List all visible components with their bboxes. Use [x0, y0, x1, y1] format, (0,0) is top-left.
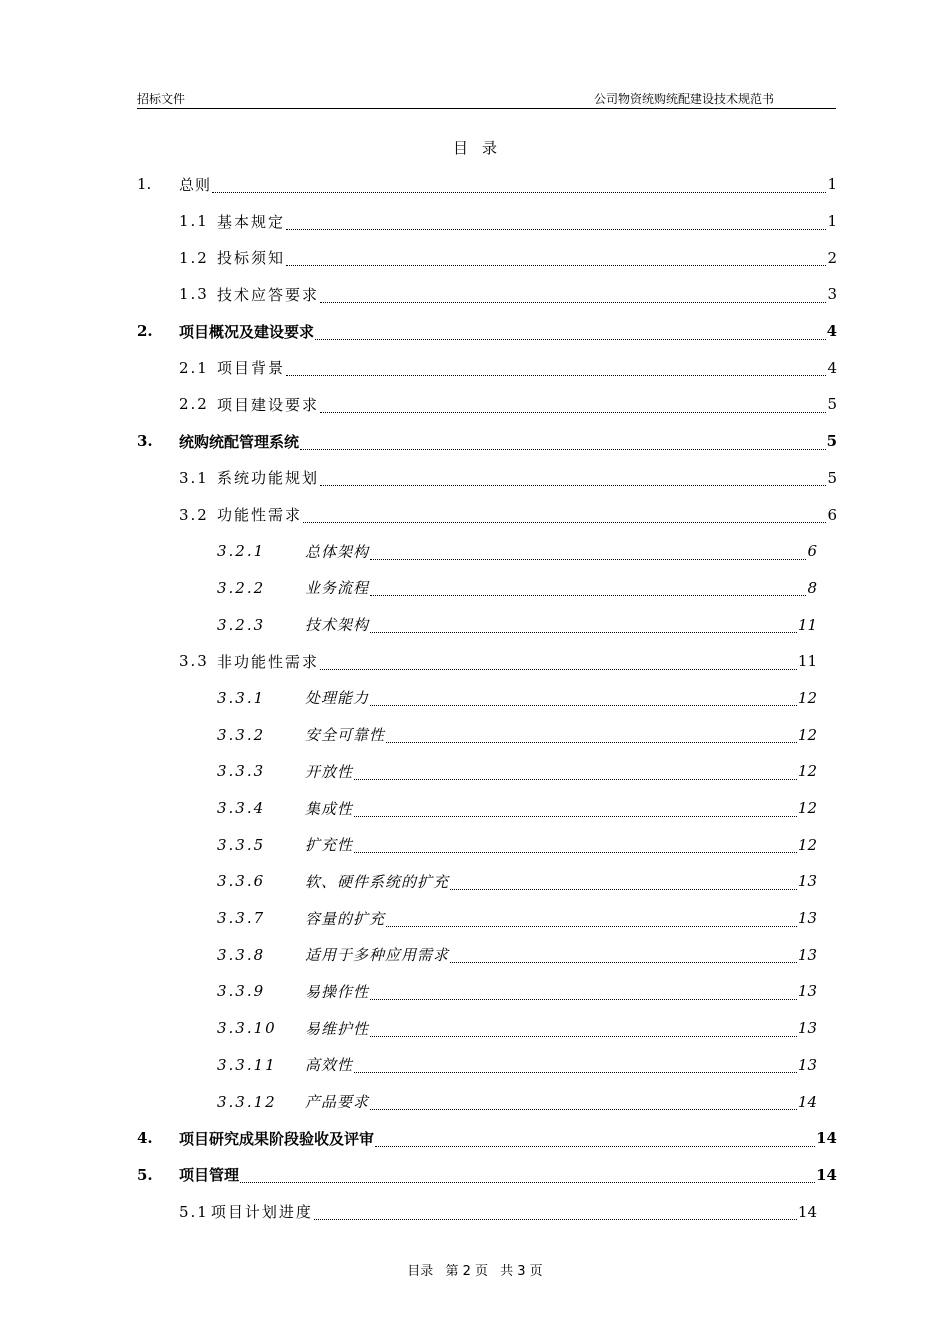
toc-entry[interactable]: [137, 1120, 837, 1157]
header-left-title: 招标文件: [137, 92, 186, 106]
toc-leader-dots: [450, 950, 797, 963]
toc-entry-label: 系统功能规划: [217, 469, 320, 488]
toc-entry-label: 统购统配管理系统: [179, 432, 300, 451]
toc-entry[interactable]: [137, 203, 837, 240]
toc-entry-label: 业务流程: [305, 579, 370, 598]
toc-entry-label: 投标须知: [217, 249, 286, 268]
toc-entry-label: 项目概况及建设要求: [179, 322, 315, 341]
toc-entry-number: 1.1: [179, 212, 209, 231]
toc-entry-page: 13: [797, 1055, 817, 1074]
toc-entry[interactable]: [137, 276, 837, 313]
toc-entry[interactable]: [137, 239, 837, 276]
toc-entry-label: 易维护性: [305, 1019, 370, 1038]
toc-entry-page: 14: [797, 1092, 817, 1111]
toc-entry-number: 5.: [137, 1165, 153, 1184]
toc-entry-label: 项目建设要求: [217, 395, 320, 414]
toc-entry-number: 3.1: [179, 468, 209, 487]
toc-entry[interactable]: [137, 863, 837, 900]
toc-entry[interactable]: [137, 826, 837, 863]
toc-entry-page: 2: [827, 248, 837, 267]
toc-entry[interactable]: [137, 570, 837, 607]
toc-entry-number: 3.3.10: [217, 1019, 277, 1038]
toc-leader-dots: [370, 693, 797, 706]
toc-entry[interactable]: [137, 680, 837, 717]
footer-total-pages: 共 3 页: [500, 1264, 543, 1279]
toc-entry-page: 12: [797, 799, 817, 818]
toc-entry-number: 3.3.1: [217, 688, 266, 707]
toc-leader-dots: [370, 583, 806, 596]
toc-leader-dots: [370, 1097, 797, 1110]
toc-entry-number: 3.3.11: [217, 1055, 277, 1074]
toc-entry-page: 13: [797, 909, 817, 928]
toc-entry-number: 3.2: [179, 505, 209, 524]
toc-entry-label: 基本规定: [217, 212, 286, 231]
toc-entry-page: 13: [797, 982, 817, 1001]
toc-leader-dots: [286, 217, 826, 230]
toc-entry-label: 软、硬件系统的扩充: [305, 872, 450, 891]
toc-entry[interactable]: [137, 973, 837, 1010]
toc-entry-page: 12: [797, 725, 817, 744]
toc-entry-page: 13: [797, 945, 817, 964]
toc-leader-dots: [386, 730, 797, 743]
toc-entry[interactable]: [137, 313, 837, 350]
toc-entry-page: 12: [797, 688, 817, 707]
toc-entry-page: 4: [827, 358, 837, 377]
toc-entry[interactable]: [137, 1010, 837, 1047]
toc-entry-page: 3: [827, 285, 837, 304]
toc-entry-page: 1: [827, 175, 837, 194]
toc-entry[interactable]: [137, 716, 837, 753]
toc-entry-label: 容量的扩充: [305, 909, 386, 928]
toc-entry-number: 1.: [137, 175, 152, 194]
toc-entry-number: 5.1: [179, 1202, 209, 1221]
toc-entry-number: 4.: [137, 1129, 153, 1148]
toc-entry-page: 14: [816, 1165, 837, 1184]
toc-entry-number: 1.3: [179, 285, 209, 304]
page-header: [137, 92, 836, 109]
toc-leader-dots: [320, 657, 797, 670]
toc-entry[interactable]: [137, 166, 837, 203]
toc-leader-dots: [370, 547, 806, 560]
toc-entry-page: 13: [797, 872, 817, 891]
toc-leader-dots: [375, 1134, 815, 1147]
toc-leader-dots: [370, 1024, 797, 1037]
toc-entry-label: 开放性: [305, 762, 354, 781]
toc-leader-dots: [450, 877, 797, 890]
toc-entry-number: 3.3.6: [217, 872, 266, 891]
toc-entry-page: 4: [826, 322, 837, 341]
table-of-contents: [137, 166, 837, 1230]
toc-leader-dots: [300, 437, 826, 450]
footer-section: 目录: [407, 1264, 434, 1279]
toc-entry-number: 3.3.9: [217, 982, 266, 1001]
toc-leader-dots: [320, 290, 826, 303]
toc-entry-number: 3.3.2: [217, 725, 266, 744]
toc-entry[interactable]: [137, 460, 837, 497]
toc-leader-dots: [303, 510, 826, 523]
toc-entry-page: 12: [797, 835, 817, 854]
toc-entry-page: 5: [827, 395, 837, 414]
header-right-title: 公司物资统购统配建设技术规范书: [593, 92, 774, 106]
toc-entry-label: 高效性: [305, 1056, 354, 1075]
toc-leader-dots: [286, 363, 826, 376]
toc-entry[interactable]: [137, 349, 837, 386]
toc-entry-number: 2.2: [179, 395, 209, 414]
toc-entry-page: 12: [797, 762, 817, 781]
toc-leader-dots: [240, 1170, 815, 1183]
toc-leader-dots: [370, 620, 797, 633]
toc-entry-label: 适用于多种应用需求: [305, 946, 450, 965]
toc-entry-page: 6: [827, 505, 837, 524]
toc-entry[interactable]: [137, 900, 837, 937]
toc-entry[interactable]: [137, 1193, 837, 1230]
toc-entry[interactable]: [137, 643, 837, 680]
toc-entry-number: 3.3.12: [217, 1092, 277, 1111]
toc-entry-number: 3.2.3: [217, 615, 266, 634]
toc-entry[interactable]: [137, 753, 837, 790]
toc-entry-page: 5: [826, 432, 837, 451]
toc-entry-page: 14: [816, 1129, 837, 1148]
toc-entry[interactable]: [137, 1047, 837, 1084]
toc-leader-dots: [286, 253, 826, 266]
toc-leader-dots: [370, 987, 797, 1000]
toc-entry-number: 3.: [137, 432, 153, 451]
toc-entry[interactable]: [137, 496, 837, 533]
toc-entry-label: 项目背景: [217, 359, 286, 378]
toc-entry[interactable]: [137, 606, 837, 643]
toc-entry-label: 扩充性: [305, 836, 354, 855]
toc-entry-label: 易操作性: [305, 982, 370, 1001]
toc-entry-label: 项目管理: [179, 1166, 240, 1185]
toc-leader-dots: [315, 327, 826, 340]
toc-entry-number: 2.1: [179, 358, 209, 377]
toc-entry-label: 技术应答要求: [217, 285, 320, 304]
toc-entry-label: 项目研究成果阶段验收及评审: [179, 1129, 375, 1148]
footer-page-number: 第 2 页: [445, 1264, 488, 1279]
page-footer: [0, 1260, 950, 1279]
toc-entry-label: 处理能力: [305, 689, 370, 708]
toc-entry[interactable]: [137, 386, 837, 423]
toc-entry-page: 11: [797, 652, 817, 671]
toc-entry-number: 3.3: [179, 652, 209, 671]
toc-entry-number: 3.3.3: [217, 762, 266, 781]
toc-leader-dots: [354, 767, 797, 780]
toc-entry-number: 1.2: [179, 248, 209, 267]
toc-entry-label: 项目计划进度: [210, 1203, 313, 1222]
toc-entry-number: 3.3.8: [217, 945, 266, 964]
toc-leader-dots: [212, 180, 826, 193]
toc-entry-label: 总体架构: [305, 542, 370, 561]
toc-entry-number: 3.3.5: [217, 835, 266, 854]
toc-title: 目录: [452, 139, 511, 157]
toc-leader-dots: [354, 840, 797, 853]
toc-entry[interactable]: [137, 1157, 837, 1194]
toc-entry-page: 11: [797, 615, 817, 634]
toc-entry-label: 集成性: [305, 799, 354, 818]
toc-leader-dots: [314, 1207, 797, 1220]
toc-entry-label: 技术架构: [305, 616, 370, 635]
toc-entry-number: 3.2.2: [217, 578, 266, 597]
toc-entry[interactable]: [137, 533, 837, 570]
toc-entry-page: 8: [807, 578, 817, 597]
toc-entry-label: 总则: [179, 175, 212, 194]
toc-entry[interactable]: [137, 423, 837, 460]
toc-entry-label: 安全可靠性: [305, 726, 386, 745]
toc-leader-dots: [320, 473, 826, 486]
toc-entry-page: 5: [827, 468, 837, 487]
toc-entry-page: 13: [797, 1019, 817, 1038]
toc-entry-label: 非功能性需求: [217, 652, 320, 671]
toc-entry-number: 3.2.1: [217, 542, 266, 561]
toc-entry[interactable]: [137, 1083, 837, 1120]
toc-leader-dots: [320, 400, 826, 413]
toc-entry-page: 14: [797, 1202, 817, 1221]
toc-entry[interactable]: [137, 936, 837, 973]
toc-entry-number: 3.3.7: [217, 909, 266, 928]
toc-entry-number: 3.3.4: [217, 799, 266, 818]
toc-entry-label: 产品要求: [305, 1093, 370, 1112]
toc-entry-label: 功能性需求: [217, 506, 303, 525]
toc-entry-number: 2.: [137, 322, 153, 341]
toc-leader-dots: [386, 914, 797, 927]
toc-entry[interactable]: [137, 790, 837, 827]
toc-leader-dots: [354, 804, 797, 817]
toc-leader-dots: [354, 1060, 797, 1073]
toc-entry-page: 6: [807, 542, 817, 561]
toc-entry-page: 1: [827, 212, 837, 231]
